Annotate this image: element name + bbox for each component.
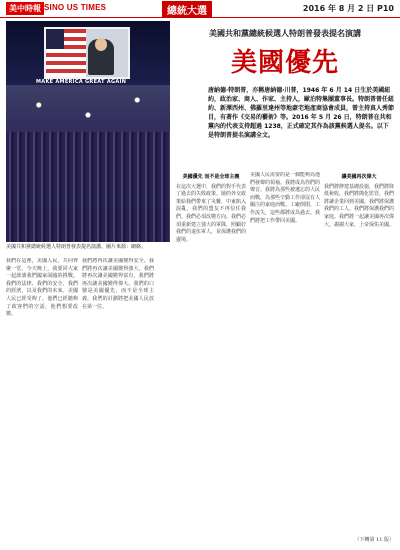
column-4-text: 美國人民需要的是一個能夠為他們發聲的領袖。我將成為你們的聲音。我將為那些被遺忘的人民而戰，為那些辛勤工作卻沒有人關注的家庭而戰。工廠倒閉，工作流失，這些都將成為過去。我們將把工作帶回美國。 [250,172,320,224]
video-screen [44,27,130,79]
rally-photo [6,21,170,242]
article-column-4 [250,172,320,532]
column-1-text: 我們在這裡，美國人民，共同齊聚一堂。今天晚上，我要同大家一起談談我們國家面臨的挑戰。我們的法律、我們的安全、我們的經濟，以及我們的未來。美國人民已經受夠了，他們已經聽夠了政客們的空話，他們想要改變。 [6,258,78,318]
continued-note: （下轉第 11 版） [354,537,394,543]
subheading-1: 美國優先 而不是全球主義 [182,174,240,180]
article-lead: 唐納德·特朗普，亦稱唐納德·川普，1946 年 6 月 14 日生於美國紐約，政治家、商人、作家、主持人，歐泊特集團董事長。特朗普曾任紐約、新澤西州、佛羅里達州等地豪宅地產商協會成員，曾主持真人秀節目，有著作《交易的藝術》等。2016 年 5 月 26 日，特朗普在共和黨內的代表支持超過 1238，正式確定其作為該黨候選人提名。以下是特朗普提名演講全文。 [208,87,395,139]
speaker-figure [88,39,114,75]
issue-date: 2016 年 8 月 2 日 P10 [302,4,394,13]
subheading-2: 讓美國再次偉大 [341,174,377,180]
newspaper-logo: 美中時報 [6,2,44,15]
article-column-1 [6,258,78,532]
article-column-2 [82,258,154,532]
paper-name: SINO US TIMES [44,3,107,12]
photo-caption: 美國共和黨總統候選人特朗普發表提名演講。圖片來源：網絡。 [6,244,147,250]
page-header [0,0,400,18]
banner-text: MAKE AMERICA GREAT AGAIN [36,79,127,85]
flag-icon [46,29,86,77]
article-subtitle: 美國共和黨總統候選人特朗普發表提名演講 [209,29,361,38]
article-title: 美國優先 [230,48,339,78]
stage-lights [6,85,170,135]
section-label: 總統大選 [162,1,212,18]
crowd-stage [6,132,170,242]
article-column-5 [324,172,394,532]
column-2-text: 我們將再次讓美國變得安全，我們將再次讓美國變得強大，我們將再次讓美國變得富有，我們將再次讓美國變得偉大。我們的口號是美國優先，而不是全球主義。我們的計劃將把美國人民放在第一位。 [82,258,154,310]
article-column-3 [176,172,246,532]
column-5-text: 我們將修建基礎設施，我們將降低稅收，我們將簡化監管，我們將讓企業回到美國。我們將保護我們的工人。我們將保護我們的家庭。我們將一起讓美國再次偉大。謝謝大家，上帝保佑美國。 [324,183,394,228]
column-3-text: 在這次大選中，我們的對手代表了過去的失敗政策。她的外交政策給我們帶來了災難，中東陷入混亂，我們的盟友不再信任我們。我們必須改變方向。我們必須重新建立強大的軍隊，照顧好我們的退伍軍人，並保護我們的邊境。 [176,183,246,243]
